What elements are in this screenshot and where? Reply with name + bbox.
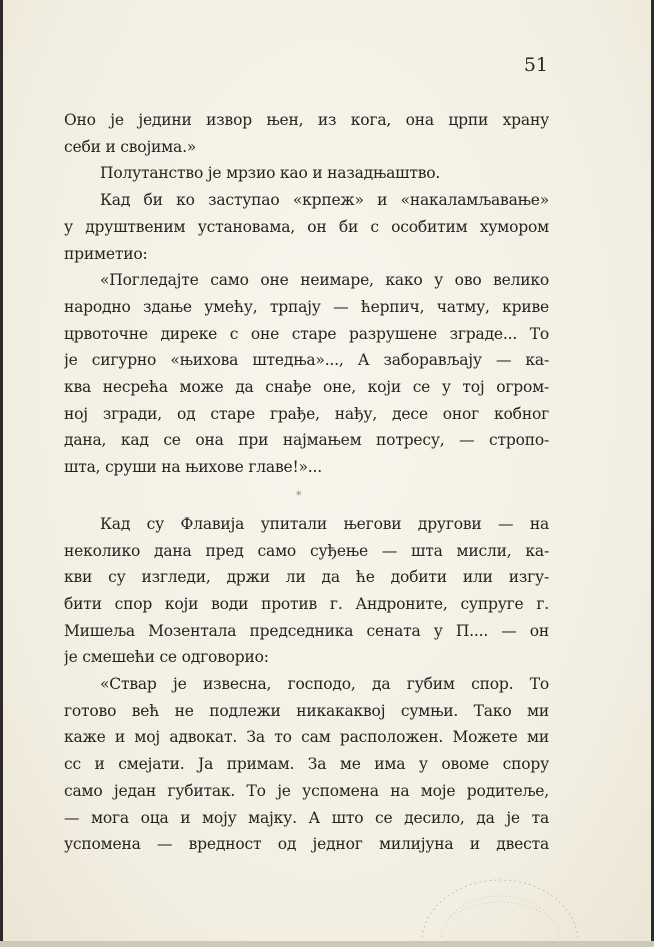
- text-line: неколико дана пред само суђење — шта мисли, ка-: [64, 541, 549, 560]
- text-line: је смешећи се одговорио:: [64, 648, 269, 667]
- text-line: Мишеља Мозентала председника сената у П.... — он: [64, 621, 549, 640]
- text-line: ква несрећа може да снађе оне, који се у тој огром-: [64, 378, 549, 397]
- text-line: Полутанство је мрзио као и назадњаштво.: [100, 164, 441, 183]
- text-line: кви су изгледи, држи ли да ће добити или изгу-: [64, 568, 549, 587]
- text-line: је сигурно «њихова штедња»..., А заборављају — ка-: [64, 351, 549, 370]
- text-line: само један губитак. То је успомена на моје родитеље,: [64, 781, 549, 800]
- body-text: [64, 107, 549, 858]
- text-line: «Погледајте само оне неимаре, како у ово велико: [100, 271, 549, 290]
- text-line: себи и својима.»: [64, 137, 197, 156]
- library-stamp: [390, 847, 580, 937]
- text-line: у друштвеним установама, он би с особитим хумором: [64, 217, 549, 236]
- text-line: приметио:: [64, 244, 148, 263]
- text-line: дана, кад се она при најмањем потресу, — стропо-: [64, 431, 549, 450]
- text-line: ној згради, од старе грађе, нађу, десе оног кобног: [64, 404, 549, 423]
- text-line: бити спор који води против г. Андроните, супруге г.: [64, 594, 549, 613]
- text-line: успомена — вредност од једног милијуна и двеста: [64, 835, 549, 854]
- text-line: готово већ не подлежи никакаквој сумњи. Тако ми: [64, 701, 549, 720]
- text-line: народно здање умећу, трпају — ћерпич, чатму, криве: [64, 297, 549, 316]
- text-line: Кад би ко заступао «крпеж» и «накаламљавање»: [100, 191, 549, 210]
- section-separator: [64, 481, 549, 511]
- text-line: сс и смејати. Ја примам. За ме има у овоме спору: [64, 755, 549, 774]
- separator-mark: *: [296, 488, 302, 502]
- text-line: — мога оца и мoју мајку. А што се десило, да је та: [64, 808, 549, 827]
- text-line: Оно је једини извор њен, из кога, она црпи храну: [64, 111, 549, 129]
- page-left-edge: [0, 0, 3, 947]
- page-bottom-edge: [0, 941, 654, 947]
- text-line: црвоточне диреке с оне старе разрушене зграде... То: [64, 324, 549, 343]
- text-line: «Ствар је извесна, господо, да губим спор. То: [100, 675, 549, 694]
- text-line: шта, сруши на њихове главе!»...: [64, 458, 322, 477]
- page-number: 51: [523, 54, 548, 76]
- text-line: Кад су Флавија упитали његови другови — на: [100, 514, 549, 533]
- text-line: каже и мој адвокат. За то сам расположен. Можете ми: [64, 728, 549, 747]
